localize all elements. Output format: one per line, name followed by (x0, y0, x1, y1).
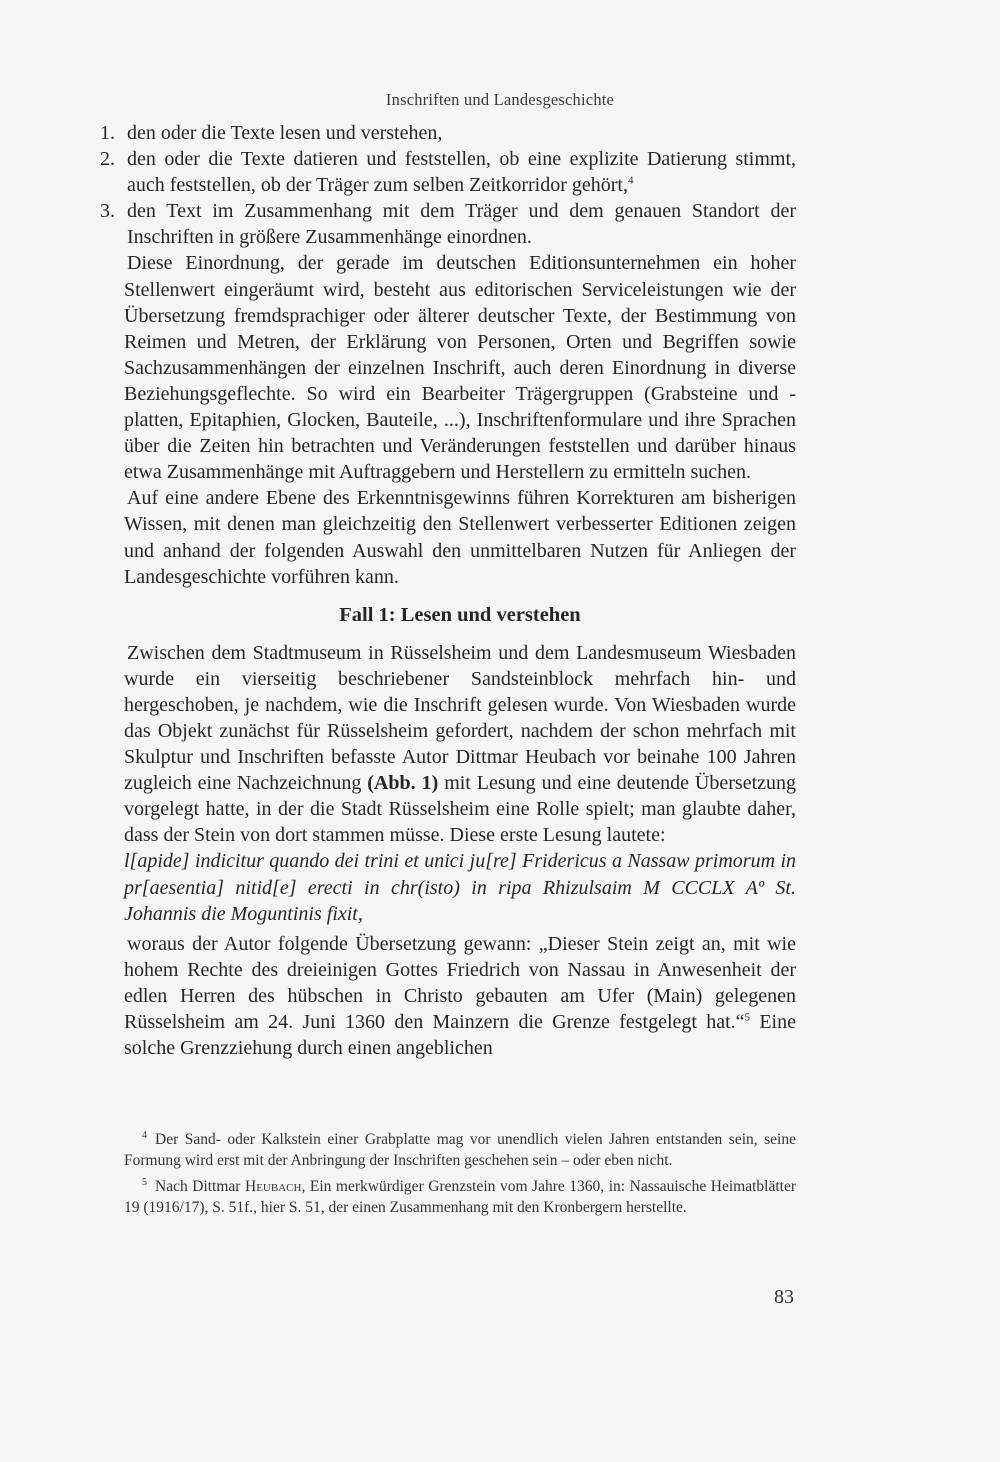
paragraph-text: woraus der Autor folgende Übersetzung gewann: „Dieser Stein zeigt an, mit wie hohem Rechte des dreieinigen Gottes Friedrich von Nassau in Anwesenheit der edlen Herren des hübschen in Christo gebauten am Ufer (Main) gelegenen Rüsselsheim am 24. Juni 1360 den Mainzern die Grenze festgelegt hat.“ (124, 932, 796, 1033)
paragraph-text: Zwischen dem Stadtmuseum in Rüsselsheim und dem Landesmuseum Wiesbaden wurde ein vierseitig beschriebener Sandsteinblock mehrfach hin- und hergeschoben, je nachdem, wie die Inschrift gelesen wurde. Von Wiesbaden wurde das Objekt zunächst für Rüsselsheim gefordert, nachdem der schon mehrfach mit Skulptur und Inschriften befasste Autor Dittmar Heubach vor beinahe 100 Jahren zugleich eine Nachzeichnung (124, 641, 796, 795)
paragraph: Diese Einordnung, der gerade im deutschen Editionsunternehmen ein hoher Stellenwert eingeräumt wird, besteht aus editorischen Serviceleistungen wie der Übersetzung fremdsprachiger oder älterer deutscher Texte, der Bestimmung von Reimen und Metren, der Erklärung von Personen, Orten und Begriffen sowie Sachzusammenhängen der einzelnen Inschrift, auch deren Einordnung in diverse Beziehungsgeflechte. So wird ein Bearbeiter Trägergruppen (Grabsteine und -platten, Epitaphien, Glocken, Bauteile, ...), Inschriftenformulare und ihre Sprachen über die Zeiten hin betrachten und Veränderungen feststellen und darüber hinaus etwa Zusammenhänge mit Auftraggebern und Herstellern zu ermitteln suchen. (124, 252, 796, 484)
page-number: 83 (774, 1286, 794, 1308)
list-item-text: den oder die Texte lesen und verstehen, (127, 122, 443, 144)
footnote-text: , Ein merkwürdiger Grenzstein vom Jahre 1360, in: Nassauische Heimatblätter 19 (1916/17), S. 51f., hier S. 51, der einen Zusammenhang mit den Kronbergern herstellte. (124, 1178, 796, 1216)
list-item (100, 146, 796, 198)
figure-reference: (Abb. 1) (367, 772, 439, 795)
numbered-list (100, 120, 796, 250)
list-number: 1. (100, 122, 115, 144)
running-header: Inschriften und Landesgeschichte (385, 90, 615, 109)
footnote-ref: 4 (627, 174, 634, 187)
list-item-text: den Text im Zusammenhang mit dem Träger und dem genauen Standort der Inschriften in größere Zusammenhänge einordnen. (127, 200, 796, 249)
section-heading: Fall 1: Lesen und verstehen (339, 603, 581, 626)
footnote-number: 5 (142, 1176, 147, 1188)
list-number: 2. (100, 148, 115, 171)
footnote (124, 1177, 796, 1218)
author-name: Heubach (245, 1178, 302, 1195)
paragraph: Auf eine andere Ebene des Erkenntnisgewinns führen Korrekturen am bisherigen Wissen, mit denen man gleichzeitig den Stellenwert verbesserter Editionen zeigen und anhand der folgenden Auswahl den unmittelbaren Nutzen für Anliegen der Landesgeschichte vorführen kann. (124, 487, 796, 588)
footnote-text: Nach Dittmar (155, 1178, 246, 1195)
list-item-text: den oder die Texte datieren und feststellen, ob eine explizite Datierung stimmt, auch feststellen, ob der Träger zum selben Zeitkorridor gehört, (127, 148, 796, 197)
latin-quote: l[apide] indicitur quando dei trini et unici ju[re] Fridericus a Nassaw primorum in pr[aesentia] nitid[e] erecti in chr(isto) in ripa Rhizulsaim M CCCLX Aº St. Johannis die Moguntinis fixit, (124, 850, 796, 925)
footnote (124, 1130, 796, 1171)
list-item (100, 120, 796, 146)
paragraph (124, 931, 796, 1061)
footnotes (124, 1130, 796, 1224)
footnote-number: 4 (142, 1129, 147, 1141)
list-item (100, 198, 796, 250)
footnote-ref: 5 (744, 1011, 751, 1024)
list-number: 3. (100, 200, 115, 223)
paragraph-text: Eine solche Grenzziehung durch einen angeblichen (124, 1011, 796, 1060)
paragraph-text: mit Lesung und eine deutende Übersetzung vorgelegt hatte, in der die Stadt Rüsselsheim eine Rolle spielt; man glaubte daher, dass der Stein von dort stammen müsse. Diese erste Lesung lautete: (124, 772, 797, 847)
main-text (100, 120, 797, 1061)
paragraph (124, 640, 796, 849)
footnote-text: Der Sand- oder Kalkstein einer Grabplatte mag vor unendlich vielen Jahren entstanden sein, seine Formung wird erst mit der Anbringung der Inschriften geschehen sein – oder eben nicht. (124, 1131, 796, 1169)
